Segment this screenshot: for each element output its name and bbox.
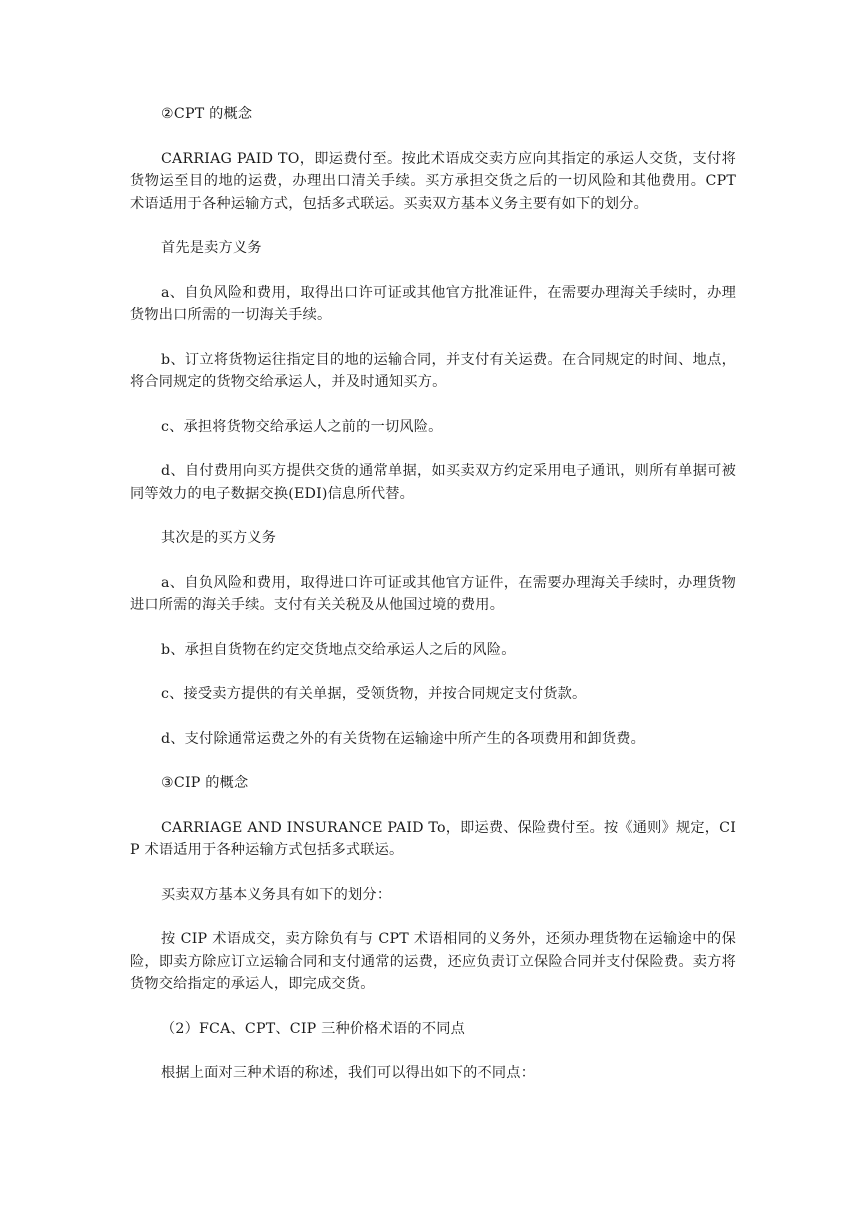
list-item-seller-b: b、订立将货物运往指定目的地的运输合同，并支付有关运费。在合同规定的时间、地点，将合同规定的货物交给承运人，并及时通知买方。 bbox=[130, 351, 736, 390]
paragraph-cip-obligations: 按 CIP 术语成交，卖方除负有与 CPT 术语相同的义务外，还须办理货物在运输途中的保险，即卖方除应订立运输合同和支付通常的运费，还应负责订立保险合同并支付保险费。卖方将货物交给指定的承运人，即完成交货。 bbox=[130, 931, 736, 992]
heading-cpt-concept: ②CPT 的概念 bbox=[161, 106, 253, 122]
heading-seller-obligations: 首先是卖方义务 bbox=[161, 240, 262, 256]
paragraph-obligations-intro: 买卖双方基本义务具有如下的划分： bbox=[161, 886, 392, 903]
heading-differences: （2）FCA、CPT、CIP 三种价格术语的不同点 bbox=[161, 1020, 465, 1037]
list-item-buyer-c: c、接受卖方提供的有关单据，受领货物，并按合同规定支付货款。 bbox=[161, 686, 587, 702]
list-item-seller-c: c、承担将货物交给承运人之前的一切风险。 bbox=[161, 418, 443, 435]
list-item-buyer-a: a、自负风险和费用，取得进口许可证或其他官方证件，在需要办理海关手续时，办理货物进口所需的海关手续。支付有关关税及从他国过境的费用。 bbox=[130, 574, 736, 613]
paragraph-cpt-definition: CARRIAG PAID TO，即运费付至。按此术语成交卖方应向其指定的承运人交货，支付将货物运至目的地的运费，办理出口清关手续。买方承担交货之后的一切风险和其他费用。CPT 术语适用于各种运输方式，包括多式联运。买卖双方基本义务主要有如下的划分。 bbox=[130, 150, 736, 212]
paragraph-differences-intro: 根据上面对三种术语的称述，我们可以得出如下的不同点： bbox=[161, 1065, 536, 1081]
heading-cip-concept: ③CIP 的概念 bbox=[161, 775, 249, 791]
heading-buyer-obligations: 其次是的买方义务 bbox=[161, 530, 277, 546]
list-item-seller-a: a、自负风险和费用，取得出口许可证或其他官方批准证件，在需要办理海关手续时，办理货物出口所需的一切海关手续。 bbox=[130, 284, 736, 323]
list-item-buyer-d: d、支付除通常运费之外的有关货物在运输途中所产生的各项费用和卸货费。 bbox=[161, 730, 646, 747]
document-body bbox=[130, 103, 736, 1107]
paragraph-cip-definition: CARRIAGE AND INSURANCE PAID To，即运费、保险费付至。按《通则》规定，CIP 术语适用于各种运输方式包括多式联运。 bbox=[130, 819, 736, 858]
list-item-buyer-b: b、承担自货物在约定交货地点交给承运人之后的风险。 bbox=[161, 641, 516, 658]
list-item-seller-d: d、自付费用向买方提供交货的通常单据，如买卖双方约定采用电子通讯，则所有单据可被同等效力的电子数据交换(EDI)信息所代替。 bbox=[130, 463, 736, 502]
